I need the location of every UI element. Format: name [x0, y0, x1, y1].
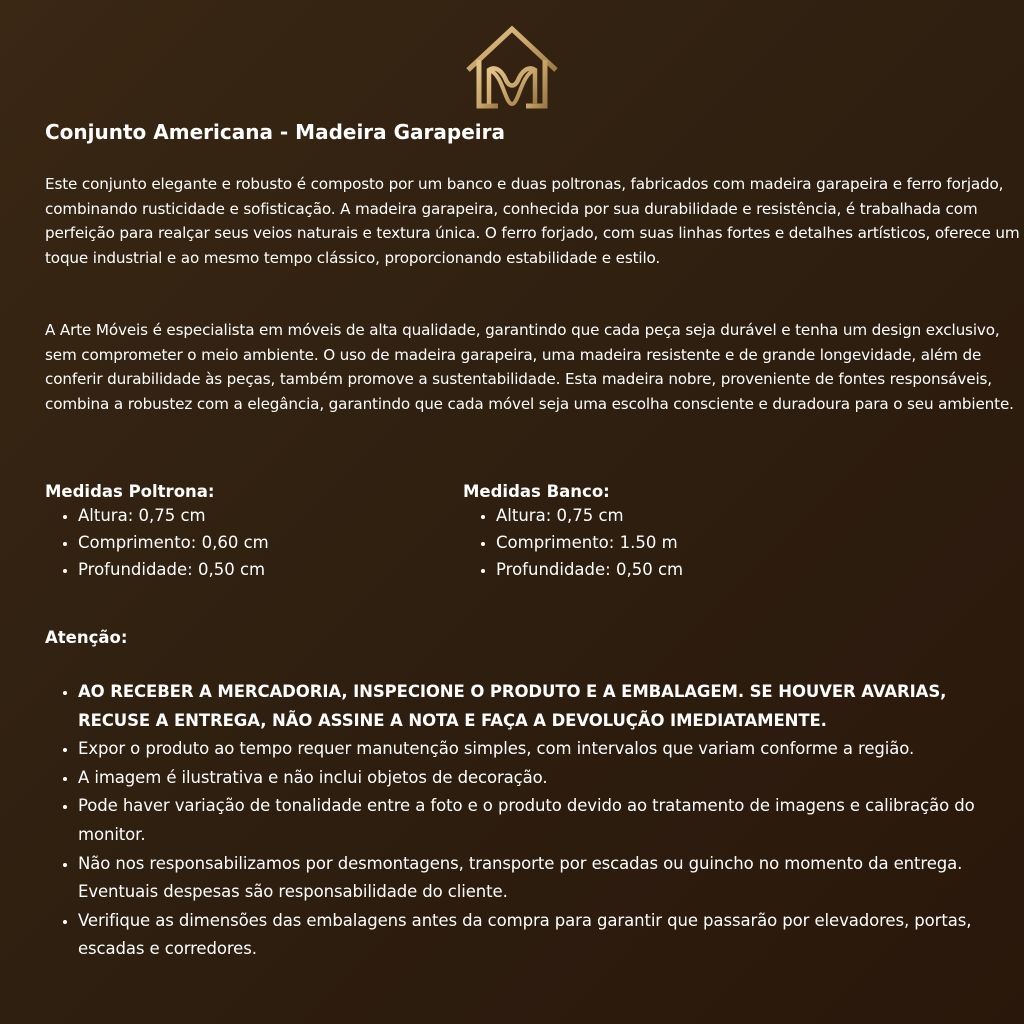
page-title: Conjunto Americana - Madeira Garapeira — [45, 120, 505, 144]
attention-title: Atenção: — [45, 628, 128, 647]
list-item: • Não nos responsabilizamos por desmontagens, transporte por escadas ou guincho no momento da entrega. Eventuais despesas são responsabilidade do cliente. — [78, 850, 990, 907]
list-item: • Comprimento: 1.50 m — [496, 529, 683, 556]
list-item: • Altura: 0,75 cm — [496, 502, 683, 529]
list-item: • Profundidade: 0,50 cm — [78, 556, 269, 583]
armchair-measures-title: Medidas Poltrona: — [45, 482, 215, 501]
attention-section — [45, 678, 990, 964]
description-paragraph: Este conjunto elegante e robusto é composto por um banco e duas poltronas, fabricados com madeira garapeira e ferro forjado, combinando rusticidade e sofisticação. A madeira garapeira, conhecida por sua durabilidade e resistência, é trabalhada com perfeição para realçar seus veios naturais e textura única. O ferro forjado, com suas linhas fortes e detalhes artísticos, oferece um toque industrial e ao mesmo tempo clássico, proporcionando estabilidade e estilo. — [45, 175, 1020, 267]
attention-list — [45, 678, 990, 964]
list-item: • Pode haver variação de tonalidade entre a foto e o produto devido ao tratamento de imagens e calibração do monitor. — [78, 792, 990, 849]
list-item: • Verifique as dimensões das embalagens antes da compra para garantir que passarão por elevadores, portas, escadas e corredores. — [78, 907, 990, 964]
house-logo-icon — [465, 26, 559, 110]
bench-measures-list — [463, 502, 683, 583]
armchair-measures-list — [45, 502, 269, 583]
bench-measures-title: Medidas Banco: — [463, 482, 610, 501]
list-item: • Profundidade: 0,50 cm — [496, 556, 683, 583]
list-item: • A imagem é ilustrativa e não inclui objetos de decoração. — [78, 764, 990, 793]
bench-measures — [463, 482, 683, 583]
list-item: • Altura: 0,75 cm — [78, 502, 269, 529]
list-item: • Comprimento: 0,60 cm — [78, 529, 269, 556]
list-item: • Expor o produto ao tempo requer manutenção simples, com intervalos que variam conforme a região. — [78, 735, 990, 764]
list-item: • AO RECEBER A MERCADORIA, INSPECIONE O PRODUTO E A EMBALAGEM. SE HOUVER AVARIAS, RECUSE A ENTREGA, NÃO ASSINE A NOTA E FAÇA A DEVOLUÇÃO IMEDIATAMENTE. — [78, 678, 990, 735]
company-paragraph: A Arte Móveis é especialista em móveis de alta qualidade, garantindo que cada peça seja durável e tenha um design exclusivo, sem comprometer o meio ambiente. O uso de madeira garapeira, uma madeira resistente e de grande longevidade, além de conferir durabilidade às peças, também promove a sustentabilidade. Esta madeira nobre, proveniente de fontes responsáveis, combina a robustez com a elegância, garantindo que cada móvel seja uma escolha consciente e duradoura para o seu ambiente. — [45, 321, 1014, 413]
armchair-measures — [45, 482, 269, 583]
